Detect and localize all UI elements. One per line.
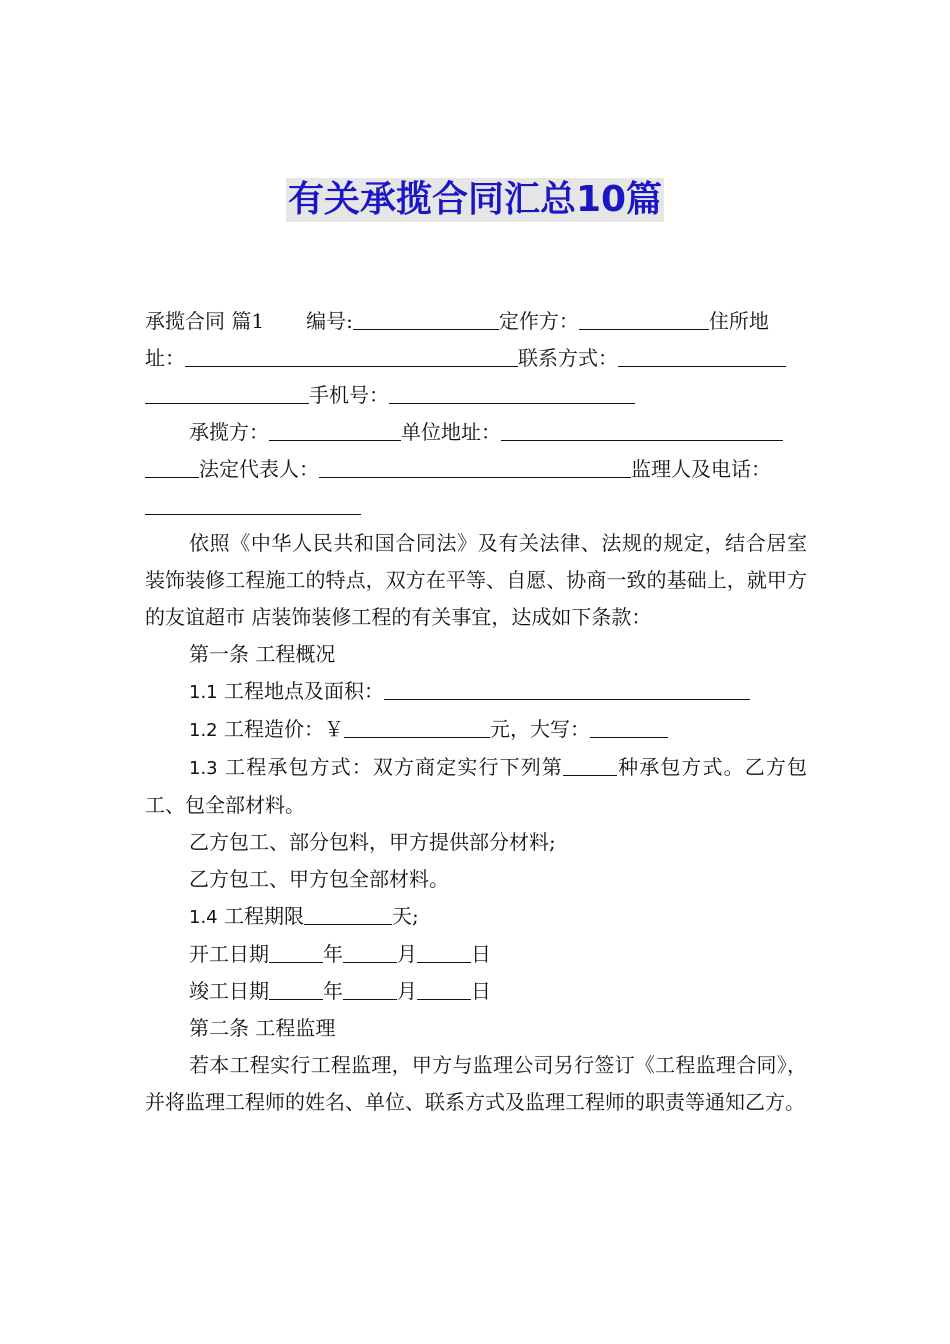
unit-address-blank-continued [145,455,199,478]
address-label-part1: 住所地 [708,309,769,333]
item-1-3 [145,749,807,824]
supervisor-blank [145,492,361,515]
option-2: 乙方包工、部分包料，甲方提供部分材料; [189,830,556,854]
legal-rep-blank [319,455,631,478]
number-label: 编号: [306,309,353,333]
start-month-blank [343,940,397,963]
contractor-line-2 [145,451,807,488]
document-body [145,303,807,1121]
header-line-2 [145,340,807,377]
header-line-3 [145,377,807,414]
legal-rep-label: 法定代表人： [199,457,319,481]
contract-mode-blank [563,753,617,776]
start-year-label: 年 [323,942,343,966]
item-1-2-label-2: 元，大写： [490,717,590,741]
finish-date-label: 竣工日期 [189,979,269,1003]
supervisor-line [145,488,807,525]
start-day-label: 日 [471,942,491,966]
start-month-label: 月 [397,942,417,966]
location-area-blank [384,677,750,700]
item-1-2 [145,711,807,749]
item-1-3-label-2: 种承包方式。乙方包工、包全部材料。 [145,755,808,817]
mobile-blank [389,381,635,404]
item-1-1 [145,673,807,711]
unit-address-blank [501,418,783,441]
contact-label: 联系方式： [518,346,618,370]
finish-month-label: 月 [397,979,417,1003]
header-line-1 [145,303,807,340]
finish-year-label: 年 [323,979,343,1003]
finish-year-blank [269,977,323,1000]
item-1-4-unit: 天; [392,904,419,928]
start-date-label: 开工日期 [189,942,269,966]
start-date-line [145,936,807,973]
client-label: 定作方： [498,309,579,333]
unit-address-label: 单位地址： [401,420,501,444]
supervision-paragraph: 若本工程实行工程监理，甲方与监理公司另行签订《工程监理合同》，并将监理工程师的姓名、单位、联系方式及监理工程师的职责等通知乙方。 [145,1053,807,1114]
finish-date-line [145,973,807,1010]
item-1-3-label: 工程承包方式：双方商定实行下列第 [217,755,563,779]
item-1-4-label: 工程期限 [217,904,304,928]
finish-day-label: 日 [471,979,491,1003]
cost-blank [344,715,490,738]
contact-blank [618,344,786,367]
title-wrap [0,178,950,222]
start-year-blank [269,940,323,963]
cost-uppercase-blank [590,715,668,738]
article-1-heading: 第一条 工程概况 [189,642,336,666]
supervisor-label: 监理人及电话： [631,457,771,481]
contract-heading: 承揽合同 篇1 [145,309,265,333]
address-label-part2: 址： [145,346,185,370]
contractor-line-1 [145,414,807,451]
address-blank [185,344,518,367]
item-1-4-number: 1.4 [189,907,218,928]
item-1-3-number: 1.3 [189,758,218,779]
mobile-label: 手机号： [309,383,389,407]
contractor-label: 承揽方： [189,420,269,444]
item-1-2-label: 工程造价：￥ [217,717,344,741]
finish-month-blank [343,977,397,1000]
option-3: 乙方包工、甲方包全部材料。 [189,867,449,891]
contact-blank-continued [145,381,309,404]
article-2-heading: 第二条 工程监理 [189,1016,336,1040]
contractor-blank [269,418,401,441]
item-1-1-label: 工程地点及面积： [217,679,384,703]
preamble-paragraph: 依照《中华人民共和国合同法》及有关法律、法规的规定，结合居室装饰装修工程施工的特点，双方在平等、自愿、协商一致的基础上，就甲方的友谊超市 店装饰装修工程的有关事宜，达成如下条款： [145,531,807,629]
number-blank [353,307,499,330]
item-1-1-number: 1.1 [189,682,218,703]
start-day-blank [417,940,471,963]
duration-blank [304,902,392,925]
item-1-4 [145,898,807,936]
document-title: 有关承揽合同汇总10篇 [287,179,663,220]
client-blank [579,307,709,330]
finish-day-blank [417,977,471,1000]
item-1-2-number: 1.2 [189,720,218,741]
